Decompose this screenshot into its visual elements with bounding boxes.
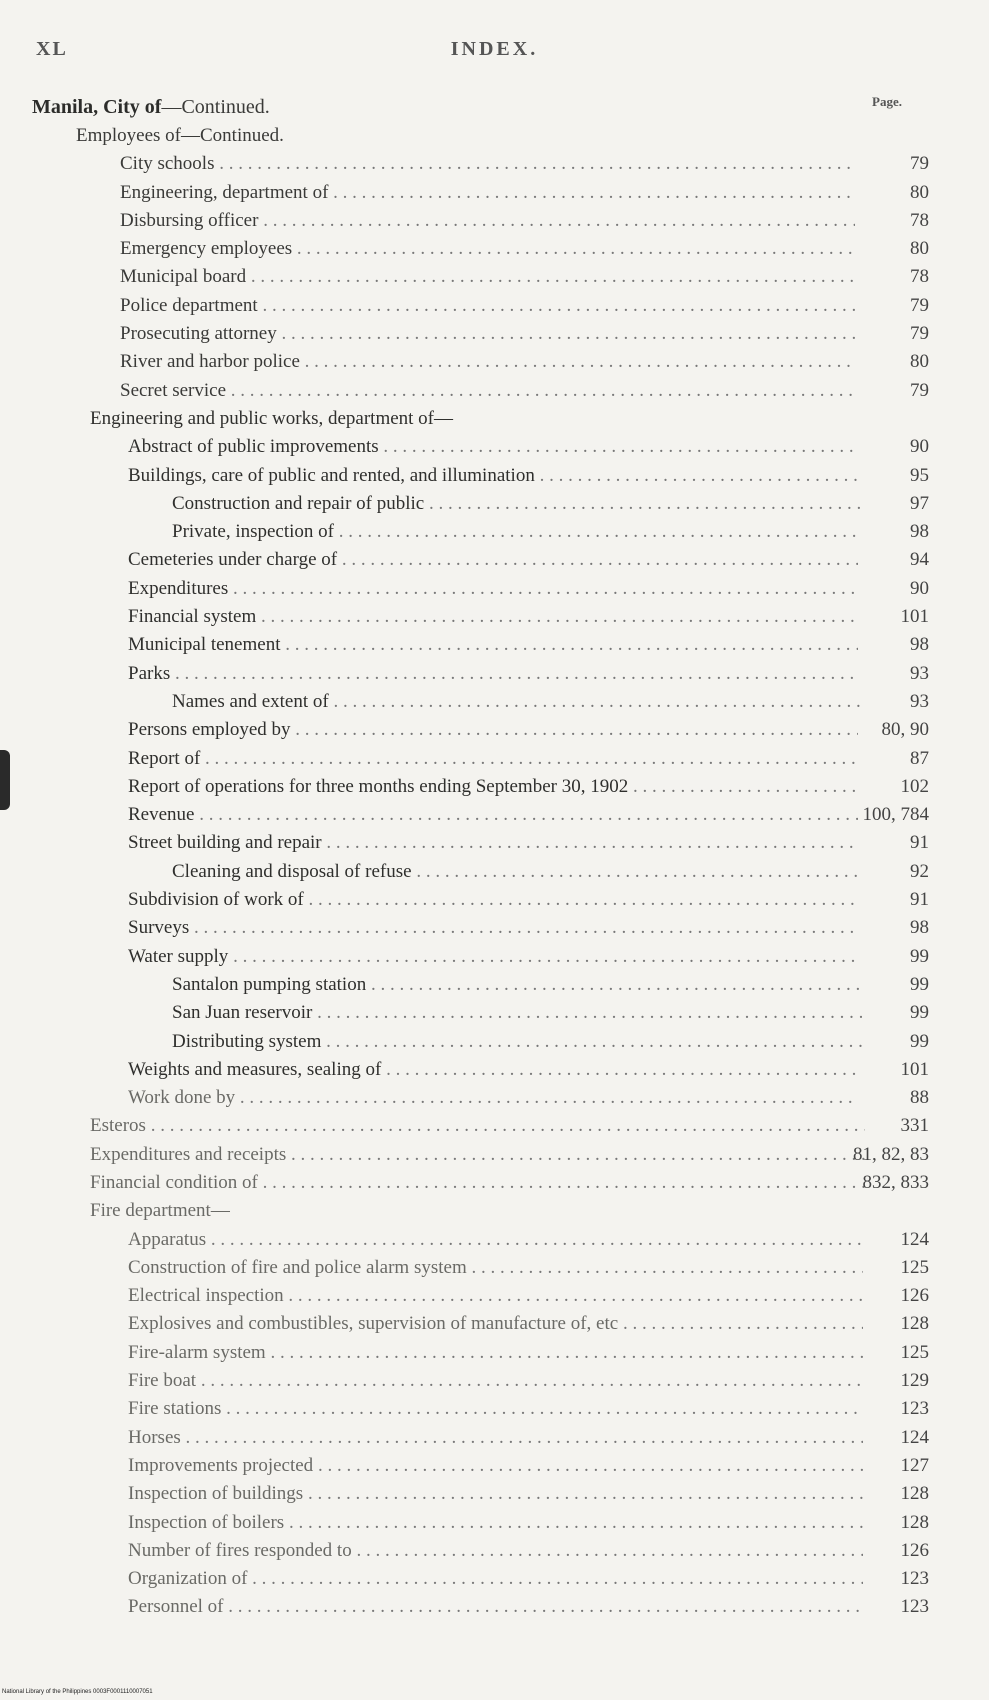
index-entry-page: 126 (900, 1539, 929, 1561)
index-entry-page: 87 (910, 747, 929, 769)
index-entry (0, 1254, 989, 1282)
index-entry-page: 79 (910, 294, 929, 316)
index-entry-page: 90 (910, 436, 929, 458)
index-entry (0, 1226, 989, 1254)
index-entry (0, 716, 989, 744)
index-entry (0, 1169, 989, 1197)
index-entry-text: Street building and repair . . . (128, 829, 858, 857)
index-entry-page: 79 (910, 153, 929, 175)
index-entry-text: Organization of . . . (128, 1565, 863, 1593)
index-entry (0, 1395, 989, 1423)
index-entry-page: 92 (910, 860, 929, 882)
index-entry (0, 292, 989, 320)
index-entry-text: Subdivision of work of . . . (128, 886, 858, 914)
index-entry-page: 127 (900, 1454, 929, 1476)
index-list (0, 122, 989, 1622)
index-entry-text: Expenditures . . . (128, 575, 858, 603)
index-entry-text: Private, inspection of . . . (172, 518, 862, 546)
index-entry-text: Water supply . . . (128, 943, 858, 971)
index-entry-page: 90 (910, 577, 929, 599)
index-entry-page: 124 (900, 1228, 929, 1250)
index-entry (0, 1565, 989, 1593)
index-entry-text: Revenue . . . (128, 801, 858, 829)
index-entry (0, 1509, 989, 1537)
index-entry (0, 490, 989, 518)
index-entry (0, 801, 989, 829)
index-entry (0, 546, 989, 574)
index-entry (0, 1282, 989, 1310)
index-entry-page: 123 (900, 1398, 929, 1420)
index-entry-text: Persons employed by . . . (128, 716, 858, 744)
index-entry-text: Number of fires responded to . . . (128, 1537, 863, 1565)
index-entry (0, 603, 989, 631)
index-entry-page: 81, 82, 83 (853, 1143, 929, 1165)
index-entry (0, 405, 989, 433)
index-entry-text: Surveys . . . (128, 914, 858, 942)
index-entry-text: River and harbor police . . . (120, 348, 855, 376)
index-entry (0, 1339, 989, 1367)
index-entry-text: Work done by . . . (128, 1084, 858, 1112)
index-entry-text: Expenditures and receipts . . . (90, 1141, 865, 1169)
index-entry-text: Inspection of buildings . . . (128, 1480, 863, 1508)
index-entry (0, 1424, 989, 1452)
index-entry-text: Inspection of boilers . . . (128, 1509, 863, 1537)
index-entry-page: 129 (900, 1370, 929, 1392)
index-entry-page: 100, 784 (862, 804, 929, 826)
index-entry-text: Disbursing officer . . . (120, 207, 855, 235)
index-entry-text: Personnel of . . . (128, 1593, 863, 1621)
index-entry (0, 1452, 989, 1480)
index-entry (0, 433, 989, 461)
index-entry-text: Cleaning and disposal of refuse . . . (172, 858, 862, 886)
index-entry-page: 123 (900, 1596, 929, 1618)
index-entry-text: Fire department— (90, 1200, 230, 1222)
index-entry-page: 128 (900, 1511, 929, 1533)
index-entry-page: 79 (910, 323, 929, 345)
index-entry (0, 1056, 989, 1084)
index-entry-text: Report of operations for three months ending September 30, 1902 . . . (128, 773, 858, 801)
index-entry (0, 1112, 989, 1140)
index-entry-page: 125 (900, 1341, 929, 1363)
index-entry (0, 348, 989, 376)
index-entry-page: 99 (910, 973, 929, 995)
index-entry (0, 320, 989, 348)
index-entry-page: 99 (910, 945, 929, 967)
index-entry (0, 235, 989, 263)
index-entry (0, 1367, 989, 1395)
index-entry (0, 631, 989, 659)
index-entry-page: 98 (910, 521, 929, 543)
index-entry (0, 999, 989, 1027)
index-entry-page: 126 (900, 1285, 929, 1307)
index-entry (0, 1310, 989, 1338)
page-number: XL (36, 38, 68, 60)
index-entry-text: Horses . . . (128, 1424, 863, 1452)
index-entry-text: Santalon pumping station . . . (172, 971, 862, 999)
index-entry-text: Report of . . . (128, 745, 858, 773)
index-entry (0, 179, 989, 207)
index-entry-text: Improvements projected . . . (128, 1452, 863, 1480)
index-entry (0, 122, 989, 150)
index-entry-page: 95 (910, 464, 929, 486)
index-entry-page: 832, 833 (862, 1171, 929, 1193)
index-entry (0, 1197, 989, 1225)
page-title: INDEX. (450, 38, 539, 60)
index-entry-page: 128 (900, 1483, 929, 1505)
index-entry (0, 1537, 989, 1565)
index-entry-page: 101 (900, 606, 929, 628)
page-column-label: Page. (872, 94, 902, 109)
index-entry-text: Financial condition of . . . (90, 1169, 865, 1197)
index-entry (0, 377, 989, 405)
index-entry-text: Cemeteries under charge of . . . (128, 546, 858, 574)
index-entry-page: 79 (910, 379, 929, 401)
heading-bold: Manila, City of (32, 96, 162, 118)
index-entry-text: San Juan reservoir . . . (172, 999, 862, 1027)
index-entry-page: 98 (910, 634, 929, 656)
index-entry (0, 207, 989, 235)
index-entry-page: 99 (910, 1030, 929, 1052)
index-entry-text: Abstract of public improvements . . . (128, 433, 858, 461)
index-entry-text: Engineering, department of . . . (120, 179, 855, 207)
index-entry (0, 829, 989, 857)
index-entry (0, 886, 989, 914)
index-entry-page: 88 (910, 1087, 929, 1109)
index-entry-page: 94 (910, 549, 929, 571)
index-entry (0, 971, 989, 999)
index-entry-page: 123 (900, 1568, 929, 1590)
section-heading (32, 96, 270, 119)
index-entry (0, 1593, 989, 1621)
index-entry (0, 914, 989, 942)
index-entry-text: Police department . . . (120, 292, 855, 320)
index-entry (0, 858, 989, 886)
index-entry-text: Weights and measures, sealing of . . . (128, 1056, 858, 1084)
index-entry-text: Electrical inspection . . . (128, 1282, 863, 1310)
index-entry-page: 91 (910, 832, 929, 854)
index-entry (0, 575, 989, 603)
index-entry-text: Fire-alarm system . . . (128, 1339, 863, 1367)
index-entry-text: Explosives and combustibles, supervision of manufacture of, etc . . . (128, 1310, 863, 1338)
index-entry-page: 80 (910, 238, 929, 260)
index-entry-text: Fire boat . . . (128, 1367, 863, 1395)
index-entry-text: Financial system . . . (128, 603, 858, 631)
index-entry-page: 101 (900, 1058, 929, 1080)
index-entry-page: 78 (910, 209, 929, 231)
index-entry-page: 331 (900, 1115, 929, 1137)
index-entry (0, 1141, 989, 1169)
index-entry-text: Secret service . . . (120, 377, 855, 405)
index-entry-text: Apparatus . . . (128, 1226, 863, 1254)
index-entry-text: Construction of fire and police alarm system . . . (128, 1254, 863, 1282)
index-entry (0, 745, 989, 773)
index-entry-page: 80 (910, 181, 929, 203)
index-entry-page: 91 (910, 889, 929, 911)
index-entry (0, 263, 989, 291)
index-entry (0, 943, 989, 971)
index-entry (0, 660, 989, 688)
index-entry-page: 124 (900, 1426, 929, 1448)
index-entry-text: Esteros . . . (90, 1112, 865, 1140)
index-entry-text: Municipal tenement . . . (128, 631, 858, 659)
index-entry-text: Distributing system . . . (172, 1028, 862, 1056)
index-entry-text: Emergency employees . . . (120, 235, 855, 263)
index-entry (0, 1028, 989, 1056)
index-entry-text: Fire stations . . . (128, 1395, 863, 1423)
index-entry-text: Municipal board . . . (120, 263, 855, 291)
index-entry-page: 99 (910, 1002, 929, 1024)
index-entry-text: City schools . . . (120, 150, 855, 178)
index-entry-page: 128 (900, 1313, 929, 1335)
index-entry-page: 98 (910, 917, 929, 939)
index-entry-page: 93 (910, 690, 929, 712)
index-entry-page: 93 (910, 662, 929, 684)
index-entry-page: 80, 90 (881, 719, 929, 741)
index-entry-page: 125 (900, 1256, 929, 1278)
scan-footer: National Library of the Philippines 0003F0001110007051 (2, 1689, 153, 1695)
index-entry-text: Engineering and public works, department of— (90, 407, 454, 429)
index-entry (0, 150, 989, 178)
index-entry (0, 1084, 989, 1112)
index-entry (0, 462, 989, 490)
index-entry-text: Buildings, care of public and rented, and illumination . . . (128, 462, 858, 490)
index-entry-text: Prosecuting attorney . . . (120, 320, 855, 348)
heading-continued: —Continued. (161, 96, 270, 118)
index-entry-text: Parks . . . (128, 660, 858, 688)
index-entry-text: Employees of—Continued. (76, 125, 284, 146)
index-entry (0, 688, 989, 716)
index-entry (0, 518, 989, 546)
index-entry-page: 80 (910, 351, 929, 373)
index-entry-page: 78 (910, 266, 929, 288)
index-entry-text: Names and extent of . . . (172, 688, 862, 716)
index-entry (0, 1480, 989, 1508)
index-entry-page: 102 (900, 775, 929, 797)
index-entry-page: 97 (910, 492, 929, 514)
index-entry-text: Construction and repair of public . . . (172, 490, 862, 518)
index-entry (0, 773, 989, 801)
